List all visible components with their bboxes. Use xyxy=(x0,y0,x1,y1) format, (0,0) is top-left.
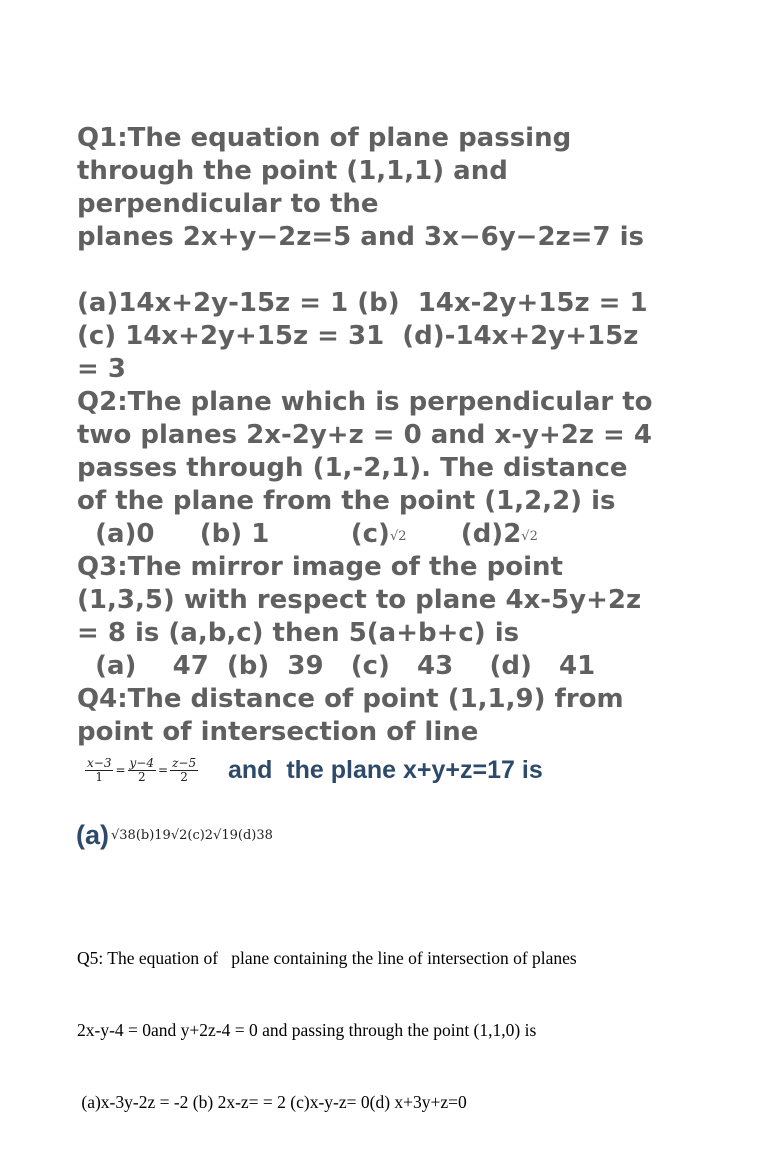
fraction-y xyxy=(128,757,156,784)
q4-line-2: point of intersection of line xyxy=(77,717,479,747)
q1-line-2: through the point (1,1,1) and xyxy=(77,156,508,186)
q4-options xyxy=(76,820,273,851)
q4-options-values: √38(b)19√2(c)2√19(d)38 xyxy=(111,828,273,843)
q4-option-a-label: (a) xyxy=(76,820,109,850)
q4-plane-text: and the plane x+y+z=17 is xyxy=(228,756,543,784)
q1-options-line-2: (c) 14x+2y+15z = 31 (d)-14x+2y+15z xyxy=(77,321,639,351)
q2-option-d-sqrt: √2 xyxy=(521,529,538,544)
fraction-x-numerator: x−3 xyxy=(87,755,112,770)
fraction-x xyxy=(85,757,113,784)
q2-line-4: of the plane from the point (1,2,2) is xyxy=(77,486,616,516)
q3-line-2: (1,3,5) with respect to plane 4x-5y+2z xyxy=(77,585,642,615)
q2-line-2: two planes 2x-2y+z = 0 and x-y+2z = 4 xyxy=(77,420,652,450)
q1-options-line-1: (a)14x+2y-15z = 1 (b) 14x-2y+15z = 1 xyxy=(77,288,648,318)
q1-line-1: Q1:The equation of plane passing xyxy=(77,123,572,153)
fraction-x-denominator: 1 xyxy=(95,769,104,784)
q2-line-1: Q2:The plane which is perpendicular to xyxy=(77,387,653,417)
q3-options: (a) 47 (b) 39 (c) 43 (d) 41 xyxy=(77,651,596,681)
fraction-z-numerator: z−5 xyxy=(172,755,197,770)
q4-line-equation xyxy=(84,754,199,786)
q1-options-line-3: = 3 xyxy=(77,354,126,384)
q5-line-2: 2x-y-4 = 0and y+2z-4 = 0 and passing through the point (1,1,0) is xyxy=(77,1020,537,1040)
q5-line-1: Q5: The equation of plane containing the line of intersection of planes xyxy=(77,948,577,968)
q1-line-3: perpendicular to the xyxy=(77,189,379,219)
fraction-y-numerator: y−4 xyxy=(129,755,154,770)
q2-options-d: (d)2 xyxy=(406,519,522,549)
q3-line-1: Q3:The mirror image of the point xyxy=(77,552,563,582)
q2-options xyxy=(77,518,538,553)
q5-block xyxy=(77,898,577,1162)
fraction-z-denominator: 2 xyxy=(180,769,188,784)
q5-options: (a)x-3y-2z = -2 (b) 2x-z= = 2 (c)x-y-z= 0(d) x+3y+z=0 xyxy=(77,1092,467,1112)
equals-sign: = xyxy=(158,763,169,777)
q2-options-ab-c: (a)0 (b) 1 (c) xyxy=(77,519,390,549)
q1-line-4: planes 2x+y−2z=5 and 3x−6y−2z=7 is xyxy=(77,222,644,252)
q2-line-3: passes through (1,-2,1). The distance xyxy=(77,453,628,483)
q3-line-3: = 8 is (a,b,c) then 5(a+b+c) is xyxy=(77,618,520,648)
q4-line-1: Q4:The distance of point (1,1,9) from xyxy=(77,684,624,714)
equals-sign: = xyxy=(115,763,126,777)
fraction-z xyxy=(170,757,198,784)
q2-option-c-sqrt: √2 xyxy=(389,529,407,544)
fraction-y-denominator: 2 xyxy=(137,769,146,784)
